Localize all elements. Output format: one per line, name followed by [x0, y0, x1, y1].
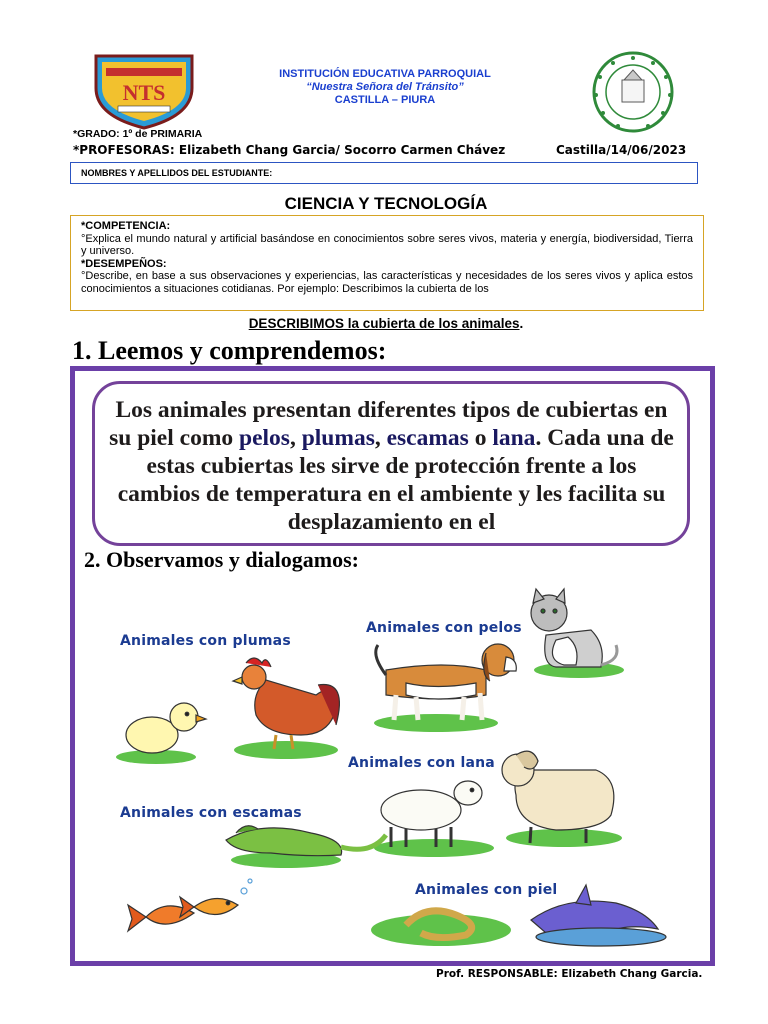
school-shield-logo: [92, 54, 196, 130]
section2-title: 2. Observamos y dialogamos:: [84, 547, 359, 572]
intro-box: [92, 381, 690, 546]
iguana: [226, 826, 386, 856]
competencia-text: °Explica el mundo natural y artificial basándose en conocimientos sobre seres vivos, materia y energía, biodiversidad, Tierra y universo.: [81, 232, 693, 257]
lamb: [381, 781, 482, 847]
intro-paragraph: Los animales presentan diferentes tipos de cubiertas en su piel como pelos, plumas, escamas o lana. Cada una de estas cubiertas les sirve de protección frente a los cambios de temperatura en el ambiente y les facilita su desplazamiento en el: [109, 397, 674, 535]
competencia-box: [70, 215, 704, 311]
date-line: Castilla/14/06/2023: [556, 143, 687, 157]
rooster: [233, 658, 339, 749]
institution-parish: “Nuestra Señora del Tránsito”: [306, 81, 464, 93]
topic-rest: la cubierta de los animales: [343, 316, 520, 331]
section1-title: 1. Leemos y comprendemos:: [72, 336, 387, 365]
topic-line: DESCRIBIMOS la cubierta de los animales.: [248, 316, 524, 331]
archdiocese-seal-logo: [578, 50, 688, 134]
grade-line: *GRADO: 1º de PRIMARIA: [73, 128, 203, 140]
caption-scales: Animales con escamas: [120, 805, 302, 821]
competencia-label: *COMPETENCIA:: [81, 220, 171, 232]
topic-keyword: DESCRIBIMOS: [248, 316, 344, 331]
footer-responsible: Prof. RESPONSABLE: Elizabeth Chang Garcia.: [436, 968, 703, 980]
animal-illustration: [86, 585, 696, 965]
desempenos-label: *DESEMPEÑOS:: [81, 257, 167, 270]
desempenos-text: °Describe, en base a sus observaciones y experiencias, las características y necesidades de los seres vivos y aplica estos conocimientos a situaciones cotidianas. Por ejemplo: Describimos la cubierta de los: [81, 270, 693, 295]
chick: [126, 703, 206, 753]
caption-wool: Animales con lana: [348, 755, 495, 771]
student-name-field[interactable]: [70, 162, 698, 184]
teachers-line: *PROFESORAS: Elizabeth Chang Garcia/ Socorro Carmen Chávez: [73, 143, 506, 157]
ram: [502, 751, 614, 843]
caption-skin: Animales con piel: [415, 882, 558, 898]
dog: [376, 644, 517, 720]
caption-fur: Animales con pelos: [366, 620, 522, 636]
animals-drawing: [86, 585, 696, 965]
shield-text: NTS: [122, 80, 166, 105]
cat: [531, 589, 617, 667]
dolphin: [531, 885, 666, 946]
subject-title: CIENCIA Y TECNOLOGÍA: [284, 194, 488, 213]
student-name-label: NOMBRES Y APELLIDOS DEL ESTUDIANTE:: [81, 168, 273, 178]
caption-feathers: Animales con plumas: [120, 633, 291, 649]
institution-name: INSTITUCIÓN EDUCATIVA PARROQUIAL: [279, 68, 491, 80]
institution-location: CASTILLA – PIURA: [334, 94, 436, 106]
fish: [128, 879, 252, 931]
